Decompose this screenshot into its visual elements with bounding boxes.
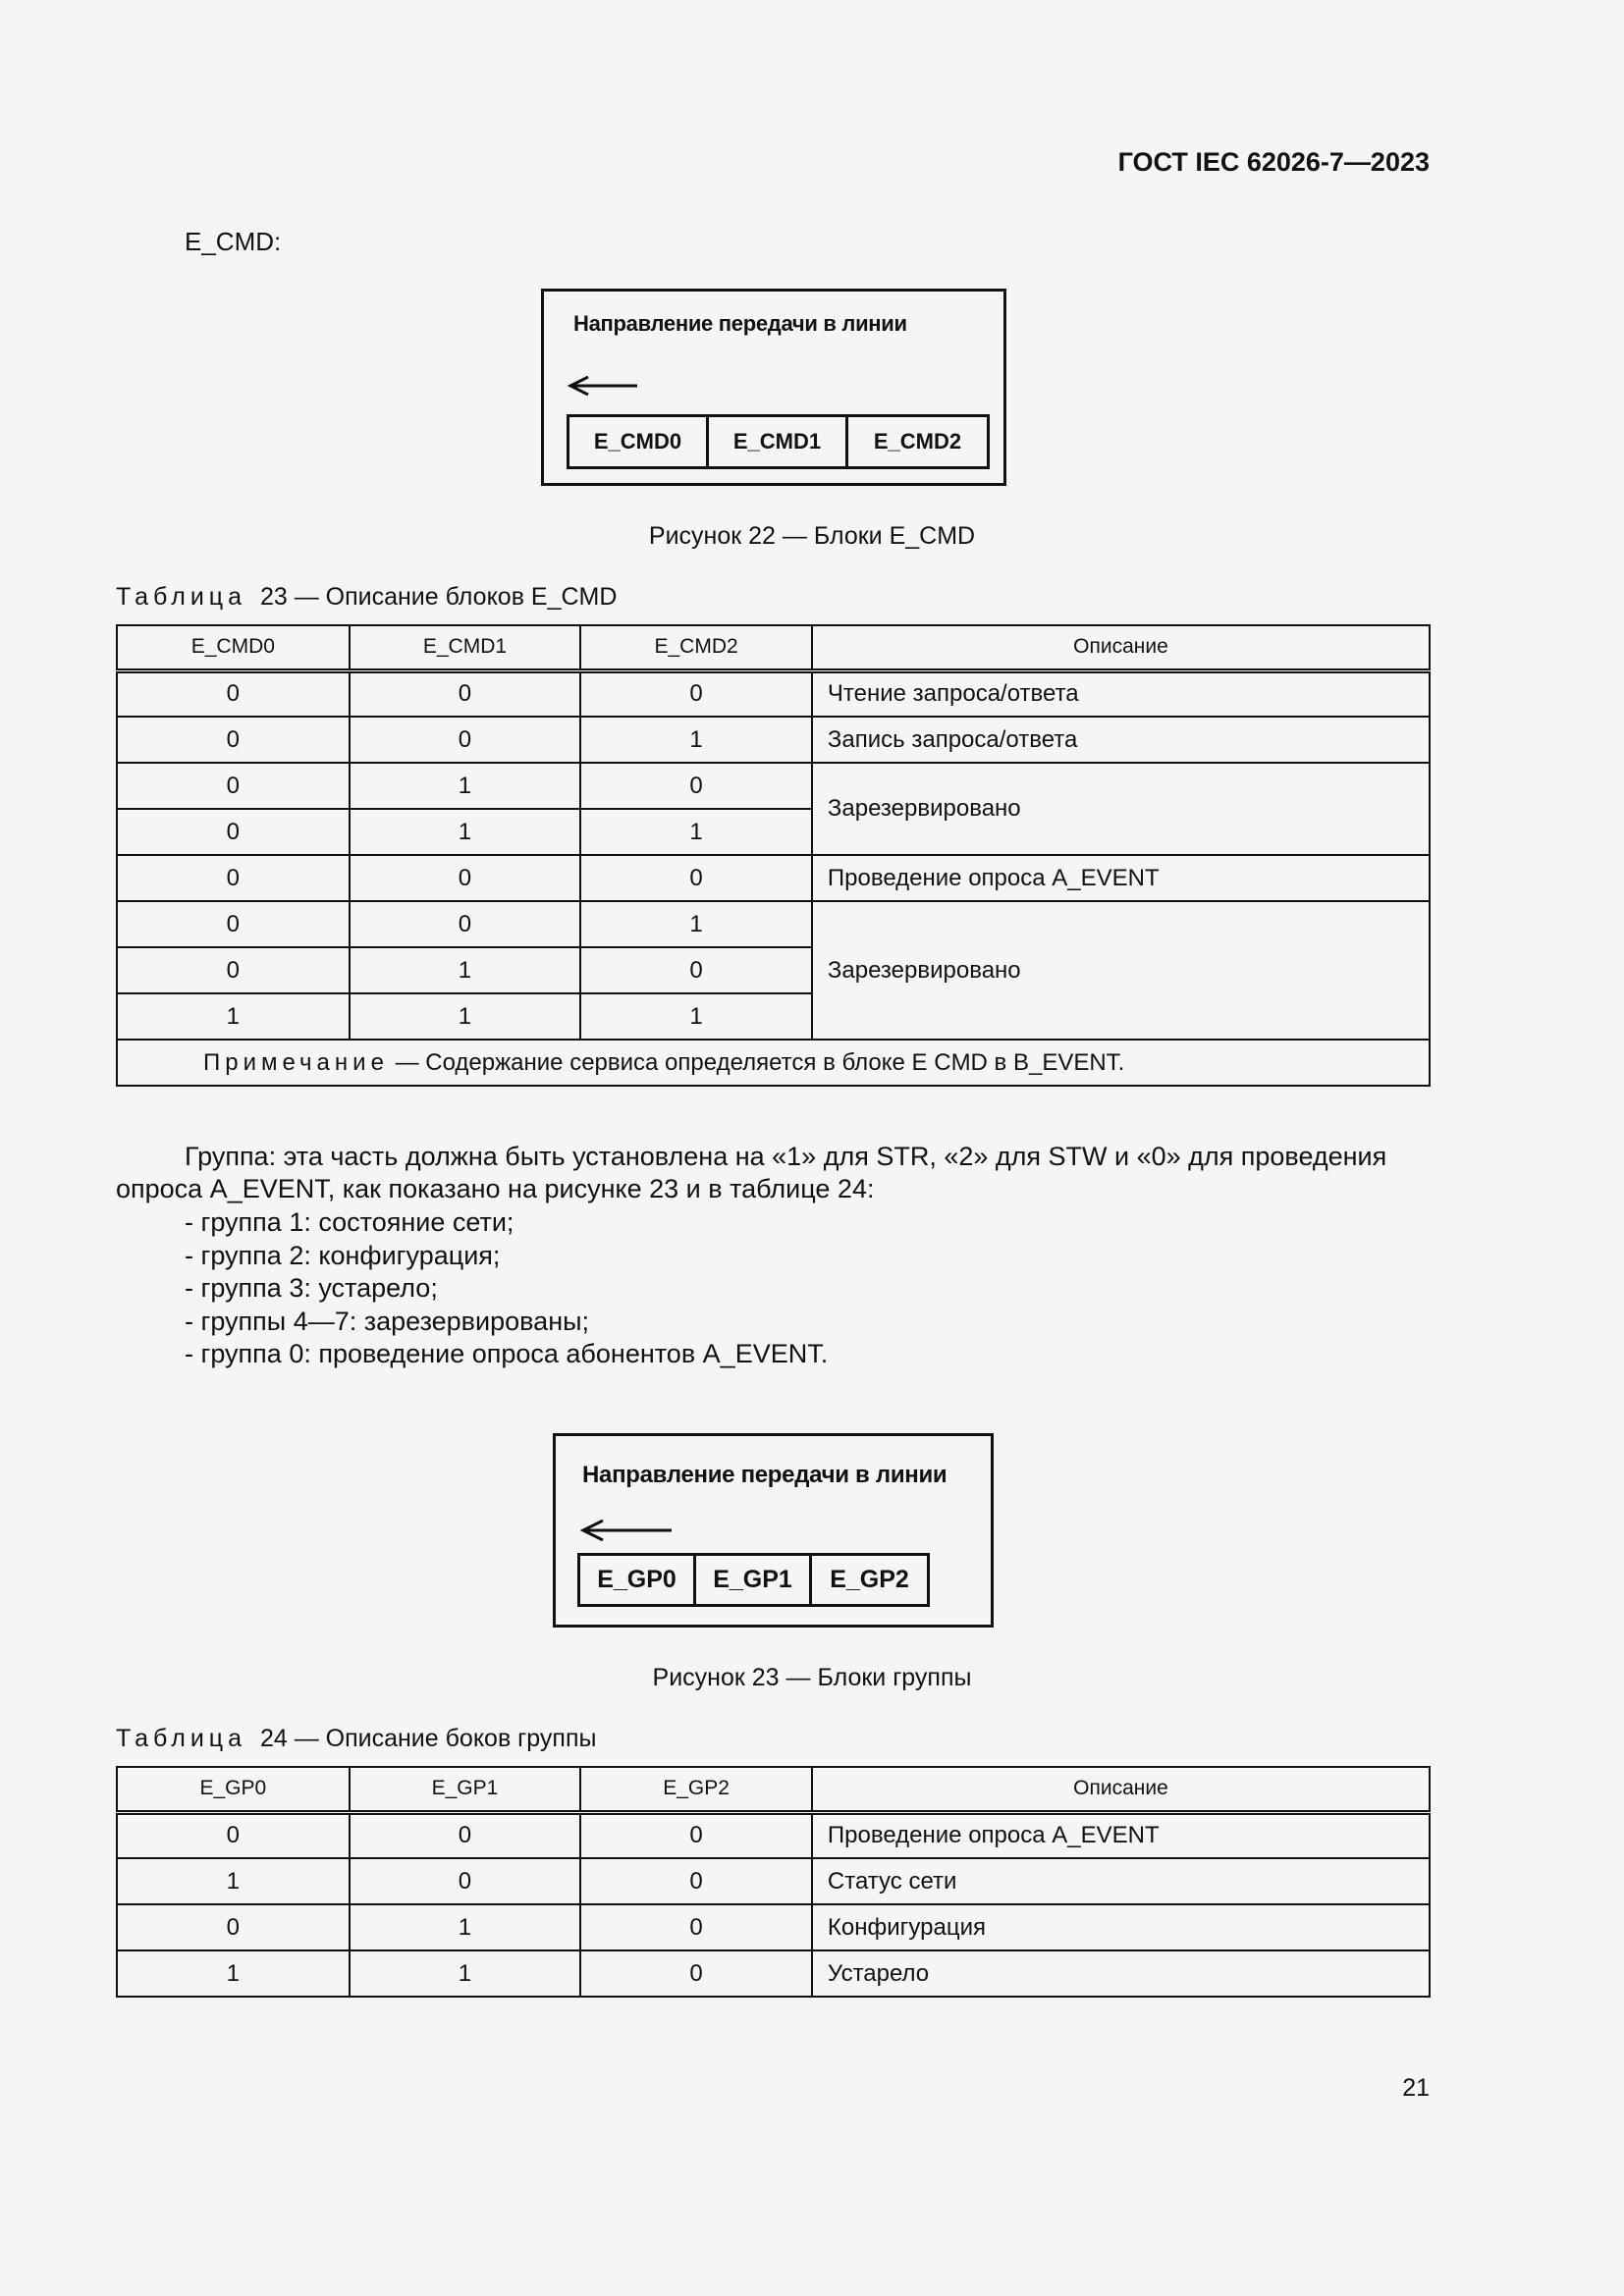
header-cell: E_GP2 [580,1767,812,1812]
table-note-row [117,1040,1430,1086]
cell: 1 [350,1904,581,1950]
table-row [117,1904,1430,1950]
cell: 0 [350,1858,581,1904]
cell: 1 [117,1950,350,1997]
table-23 [116,624,1431,1087]
header-cell: E_GP0 [117,1767,350,1812]
block-e-gp1: E_GP1 [696,1556,812,1604]
table-23-caption-word: Таблица [116,583,247,611]
table-23-caption-text: 23 — Описание блоков E_CMD [259,583,618,611]
table-row [117,855,1430,901]
paragraph-line-1: Группа: эта часть должна быть установлена на «1» для STR, «2» для STW и «0» для проведения [185,1142,1387,1171]
table-row [117,901,1430,947]
cell: 0 [350,670,581,717]
group-paragraph [116,1141,1431,1205]
header-cell: Описание [812,1767,1430,1812]
cell: 0 [117,1812,350,1858]
cell: 0 [117,717,350,763]
figure-23-caption: Рисунок 23 — Блоки группы [652,1664,972,1691]
cell: 1 [350,809,581,855]
cell: 0 [350,717,581,763]
table-24-caption-text: 24 — Описание боков группы [259,1725,597,1752]
document-header: ГОСТ IEC 62026-7—2023 [1117,147,1430,177]
table-row [117,1950,1430,1997]
table-row [117,1858,1430,1904]
arrow-left-icon [567,376,645,396]
description-cell: Зарезервировано [812,763,1430,855]
cell: 0 [580,1904,812,1950]
description-cell: Проведение опроса A_EVENT [812,855,1430,901]
table-24 [116,1766,1431,1998]
table-row [117,1812,1430,1858]
table-row [117,763,1430,809]
cell: 1 [350,947,581,993]
table-header-row [117,625,1430,670]
header-cell: E_CMD2 [580,625,812,670]
cell: 0 [117,809,350,855]
figure-22-direction-label: Направление передачи в линии [573,311,907,336]
cell: 0 [117,763,350,809]
cell: 1 [117,1858,350,1904]
cell: 0 [117,901,350,947]
table-header-row [117,1767,1430,1812]
figure-23-direction-label: Направление передачи в линии [582,1462,947,1488]
figure-22-caption: Рисунок 22 — Блоки E_CMD [648,522,976,550]
figure-23-block-row [577,1553,930,1607]
description-cell: Зарезервировано [812,901,1430,1040]
description-cell: Чтение запроса/ответа [812,670,1430,717]
cell: 0 [117,670,350,717]
list-item: - группа 2: конфигурация; [185,1240,501,1270]
cell: 0 [580,670,812,717]
cell: 0 [580,763,812,809]
header-cell: E_GP1 [350,1767,581,1812]
header-cell: E_CMD0 [117,625,350,670]
cell: 1 [350,763,581,809]
cell: 1 [580,809,812,855]
list-item: - группа 0: проведение опроса абонентов A_EVENT. [185,1339,829,1368]
cell: 1 [580,901,812,947]
figure-23 [553,1433,994,1628]
list-item: - группа 1: состояние сети; [185,1207,514,1237]
cell: 1 [117,993,350,1040]
cell: 1 [350,1950,581,1997]
cell: 1 [580,993,812,1040]
arrow-left-icon [579,1520,677,1541]
table-row [117,717,1430,763]
table-24-caption [116,1725,596,1753]
block-e-gp0: E_GP0 [580,1556,696,1604]
intro-label: E_CMD: [185,227,282,256]
table-row [117,670,1430,717]
table-23-caption [116,583,617,612]
cell: 0 [580,855,812,901]
cell: 0 [580,1950,812,1997]
table-24-caption-word: Таблица [116,1725,247,1752]
list-item: - группы 4—7: зарезервированы; [185,1306,590,1336]
cell: 0 [580,1858,812,1904]
header-cell: E_CMD1 [350,625,581,670]
header-cell: Описание [812,625,1430,670]
block-e-cmd2: E_CMD2 [873,429,962,454]
cell: 0 [117,1904,350,1950]
cell: 0 [350,901,581,947]
cell: 0 [117,855,350,901]
description-cell: Устарело [812,1950,1430,1997]
block-e-gp2: E_GP2 [830,1566,909,1593]
note-word: Примечание [203,1048,389,1076]
description-cell: Запись запроса/ответа [812,717,1430,763]
block-e-cmd0: E_CMD0 [569,417,709,466]
cell: 1 [350,993,581,1040]
description-cell: Проведение опроса A_EVENT [812,1812,1430,1858]
figure-22 [541,289,1006,486]
figure-22-block-row [567,414,990,469]
block-e-cmd1: E_CMD1 [709,417,848,466]
paragraph-line-2: опроса A_EVENT, как показано на рисунке 23 и в таблице 24: [116,1174,875,1203]
description-cell: Статус сети [812,1858,1430,1904]
cell: 1 [580,717,812,763]
cell: 0 [350,1812,581,1858]
cell: 0 [117,947,350,993]
description-cell: Конфигурация [812,1904,1430,1950]
list-item: - группа 3: устарело; [185,1273,438,1303]
page-number: 21 [1402,2074,1430,2102]
note-text: — Содержание сервиса определяется в блоке E CMD в B_EVENT. [395,1048,1125,1076]
cell: 0 [350,855,581,901]
cell: 0 [580,1812,812,1858]
cell: 0 [580,947,812,993]
group-list [185,1206,828,1371]
table-note [117,1040,1430,1086]
